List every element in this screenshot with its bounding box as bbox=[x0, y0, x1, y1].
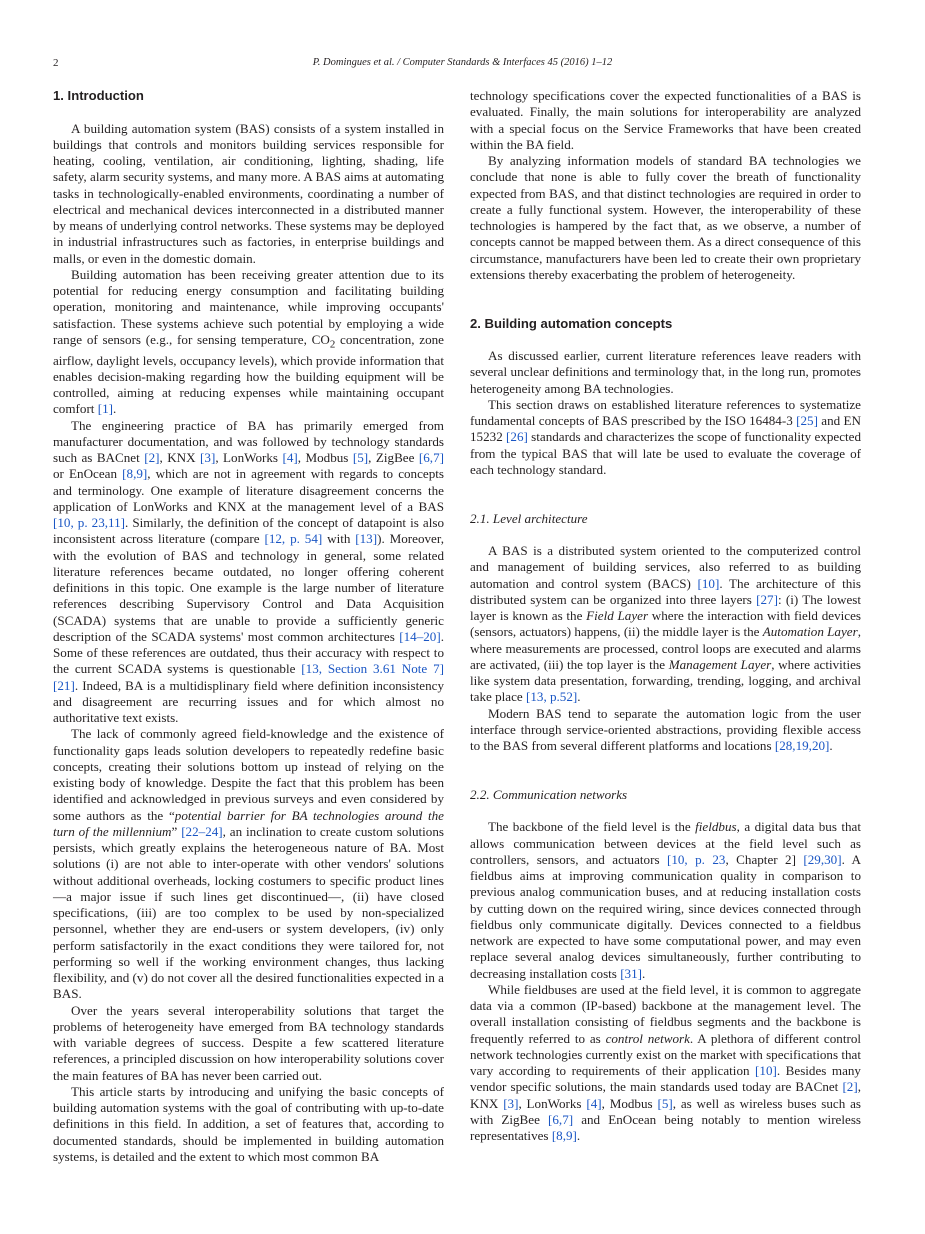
citation-link[interactable]: [4] bbox=[282, 450, 298, 466]
paragraph: The engineering practice of BA has primarily emerged from manufacturer documentation, and was followed by technology standards such as BACnet [2], KNX [3], LonWorks [4], Modbus [5], ZigBee [6,7] or EnOcean [8,9], which are not in agreement with regards to concepts and terminology. One example of literature disagreement concerns the application of LonWorks and KNX at the management level of a BAS [10, p. 23,11]. Similarly, the definition of the concept of datapoint is also inconsistent across literature (compare [12, p. 54] with [13]). Moreover, with the evolution of BAS and technology in general, some related literature references became outdated, no longer offering coherent definitions in this topic. One example is the large number of literature references describing Supervisory Control and Data Acquisition (SCADA) systems that are unable to provide a sufficiently generic description of the SCADA systems' most common architectures [14–20]. Some of these references are outdated, thus their accuracy with respect to the current SCADA systems is questionable [13, Section 3.61 Note 7] [21]. Indeed, BA is a multidisplinary field where definition inconsistency and disagreement are recurring issues and for which almost no authoritative text exists. bbox=[53, 417, 445, 726]
paragraph: As discussed earlier, current literature references leave readers with several unclear definitions and terminology that, in the long run, promotes heterogeneity among BA technologies. bbox=[470, 348, 861, 396]
citation-link[interactable]: [21] bbox=[53, 677, 75, 693]
emphasis: control network bbox=[605, 1030, 690, 1046]
citation-link[interactable]: [6,7] bbox=[548, 1111, 574, 1127]
paragraph: Building automation has been receiving greater attention due to its potential for reducing energy consumption and facilitating building operation, monitoring and maintenance, while improving occupants' satisfaction. These systems achieve such potential by employing a wide range of sensors (e.g., for sensing temperature, $CO_2$ concentration, zone airflow, daylight levels, occupancy levels), which provide information that enables decision-making regarding how the building equipment will be controlled, aiming at reducing expenses while maintaining occupant comfort [1]. bbox=[53, 266, 444, 417]
emphasis: Field Layer bbox=[586, 608, 649, 623]
citation-link[interactable]: [22–24] bbox=[181, 823, 223, 839]
citation-link[interactable]: [2] bbox=[144, 450, 160, 466]
citation-link[interactable]: [5] bbox=[657, 1095, 673, 1111]
paragraph: This section draws on established literature references to systematize fundamental concepts of BAS prescribed by the ISO 16484-3 [25] and EN 15232 [26] standards and characterizes the scope of functionality expected from the typical BAS that will late be used to evaluate the coverage of each technology standard. bbox=[470, 396, 861, 477]
citation-link[interactable]: [3] bbox=[503, 1095, 519, 1111]
section-title-ba-concepts: 2. Building automation concepts bbox=[470, 315, 673, 331]
citation-link[interactable]: [28,19,20] bbox=[774, 738, 830, 753]
running-head: P. Domingues et al. / Computer Standards & Interfaces 45 (2016) 1–12 bbox=[312, 57, 613, 68]
citation-link[interactable]: [5] bbox=[352, 450, 369, 466]
citation-link[interactable]: [14–20] bbox=[399, 628, 441, 644]
right-column bbox=[470, 88, 861, 1144]
paragraph: Modern BAS tend to separate the automation logic from the user interface through service-oriented abstractions, providing flexible access to the BAS from several different platforms and locations [28,19,20]. bbox=[470, 705, 861, 753]
citation-link[interactable]: [10, p. 23 bbox=[666, 851, 726, 867]
emphasis: Management Layer bbox=[668, 656, 772, 672]
citation-link[interactable]: [8,9] bbox=[122, 466, 148, 482]
paragraph: A building automation system (BAS) consists of a system installed in buildings that controls and monitors building services responsible for heating, cooling, ventilation, air conditioning, lighting, shading, life safety, alarm security systems, and many more. A BAS aims at automating tasks in technologically-enabled environments, coordinating a number of electrical and mechanical devices interconnected in a distributed manner by means of underlying control networks. These systems may be deployed in industrial infrastructures such as factories, in enterprise buildings and malls, or even in the domestic domain. bbox=[53, 120, 444, 266]
left-column bbox=[53, 88, 444, 1165]
subsection-title-level-architecture: 2.1. Level architecture bbox=[470, 510, 588, 526]
citation-link[interactable]: [25] bbox=[796, 413, 818, 428]
citation-link[interactable]: [4] bbox=[586, 1095, 602, 1111]
citation-link[interactable]: [29,30] bbox=[803, 851, 842, 867]
citation-link[interactable]: [31] bbox=[620, 965, 643, 981]
citation-link[interactable]: [12, p. 54] bbox=[264, 531, 323, 547]
page-number: 2 bbox=[53, 57, 59, 69]
paragraph: The backbone of the field level is the fieldbus, a digital data bus that allows communication between devices at the field level such as controllers, sensors, and actuators [10, p. 23, Chapter 2] [29,30]. A fieldbus aims at improving communication quality in comparison to previous analog communication buses, and at reducing installation costs by cutting down on the required wiring, since devices connected through fieldbus only communicate digitally. Devices connected to a fieldbus network are expected to have some computational power, and may even replace several analog devices simultaneously, further contributing to decreasing installation costs [31]. bbox=[470, 819, 861, 981]
citation-link[interactable]: [13, Section 3.61 Note 7] bbox=[301, 661, 444, 677]
citation-link[interactable]: [3] bbox=[200, 450, 216, 466]
citation-link[interactable]: [10] bbox=[755, 1063, 777, 1078]
emphasis: fieldbus bbox=[695, 819, 737, 835]
citation-link[interactable]: [1] bbox=[97, 401, 114, 417]
emphasis: potential barrier for BA technologies around the turn of the millennium bbox=[53, 807, 444, 839]
emphasis: Automation Layer bbox=[762, 624, 858, 640]
citation-link[interactable]: [26] bbox=[506, 429, 528, 445]
subscript: 2 bbox=[329, 338, 336, 351]
subsection-title-communication-networks: 2.2. Communication networks bbox=[470, 786, 628, 802]
paragraph: technology specifications cover the expected functionalities of a BAS is evaluated. Finally, the main solutions for interoperability are analyzed with a special focus on the Service Frameworks that have been created within the BA field. bbox=[470, 88, 861, 152]
citation-link[interactable]: [2] bbox=[842, 1079, 858, 1095]
paragraph: By analyzing information models of standard BA technologies we conclude that none is able to fully cover the breath of functionality expected from BAS, and that distinct technologies are required in order to create a fully functional system. However, the interoperability of these technologies is hampered by the fact that, as we observe, a number of concepts cannot be mapped between them. As a direct consequence of this circumstance, manufacturers have been led to create their own proprietary extensions thereby exacerbating the problem of heterogeneity. bbox=[470, 153, 861, 282]
citation-link[interactable]: [10, p. 23,11] bbox=[53, 515, 125, 531]
citation-link[interactable]: [6,7] bbox=[418, 450, 444, 466]
paragraph: A BAS is a distributed system oriented to the computerized control and management of building services, also referred to as building automation and control system (BACS) [10]. The architecture of this distributed system can be organized into three layers [27]: (i) The lowest layer is known as the Field Layer where the interaction with field devices (sensors, actuators) happens, (ii) the middle layer is the Automation Layer, where measurements are processed, control loops are executed and alarms are activated, (iii) the top layer is the Management Layer, where activities like system data presentation, forwarding, trending, logging, and archival take place [13, p.52]. bbox=[470, 543, 862, 705]
paragraph: The lack of commonly agreed field-knowledge and the existence of functionality gaps leads solution developers to repeatedly redefine basic concepts, creating their solutions bottom up instead of relying on the existing body of knowledge. Despite the fact that this problem has been identified and acknowledged in previous surveys and even considered by some authors as the “potential barrier for BA technologies around the turn of the millennium” [22–24], an inclination to create custom solutions persists, which greatly explains the heterogeneous nature of BA. Most solutions (i) are not able to inter-operate with other vendors' solutions without additional overheads, locking costumers to specific product lines—a major issue if such lines get discontinued—, (ii) have closed specifications, (iii) are too complex to be used by non-specialized personnel, whether they are end-users or system developers, (iv) only perform satisfactorily in the exact conditions they were tailored for, not performing so well if the working environment changes, thus lacking flexibility, and (v) do not cover all the desired functionalities expected in a BAS. bbox=[53, 726, 444, 1002]
paragraph: This article starts by introducing and unifying the basic concepts of building automation systems with the goal of contributing with up-to-date definitions in this field. In addition, a set of features that, according to documented standards, should be implemented in building automation systems, is detailed and the extent to which most common BA bbox=[53, 1083, 444, 1164]
citation-link[interactable]: [8,9] bbox=[551, 1128, 577, 1143]
citation-link[interactable]: [13] bbox=[355, 531, 378, 547]
paragraph: Over the years several interoperability solutions that target the problems of heterogeneity have emerged from BA technology standards with variable degrees of success. Despite a few scattered literature references, a principled discussion on how interoperability solutions cover the main features of BA has never been carried out. bbox=[53, 1002, 444, 1083]
section-title-introduction: 1. Introduction bbox=[53, 88, 144, 103]
citation-link[interactable]: [10] bbox=[697, 575, 720, 591]
citation-link[interactable]: [27] bbox=[756, 591, 778, 607]
citation-link[interactable]: [13, p.52] bbox=[525, 689, 578, 705]
paragraph: While fieldbuses are used at the field level, it is common to aggregate data via a common (IP-based) backbone at the management level. The overall installation consisting of fieldbus segments and the backbone is frequently referred to as control network. A plethora of different control network technologies currently exist on the market with specifications that vary according to requirements of their application [10]. Besides many vendor specific solutions, the main standards used today are BACnet [2], KNX [3], LonWorks [4], Modbus [5], as well as wireless buses such as with ZigBee [6,7] and EnOcean being notably to mention wireless representatives [8,9]. bbox=[470, 981, 862, 1143]
